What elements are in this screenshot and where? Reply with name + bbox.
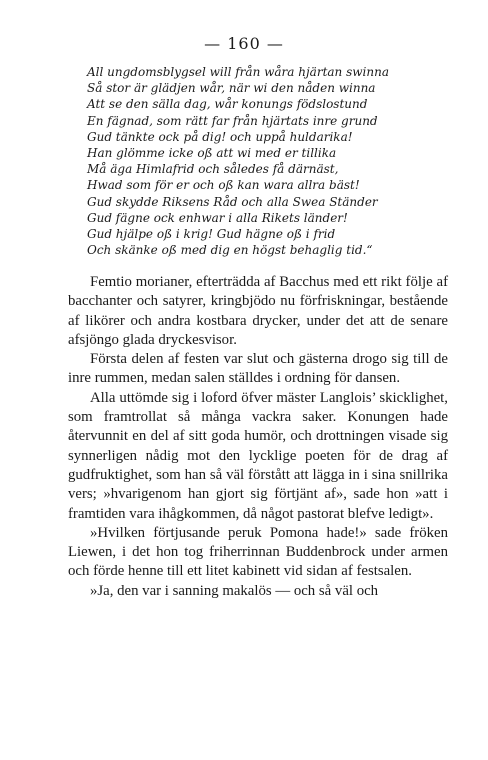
paragraph: »Hvilken förtjusande peruk Pomona hade!» sade fröken Liewen, i det hon tog friherrinnan Buddenbrock under armen och förde henne till ett litet kabinett vid sidan af festsalen. xyxy=(68,524,448,580)
page-number: — 160 — xyxy=(204,34,284,53)
poem-line: Gud fägne ock enhwar i alla Rikets länder! xyxy=(87,210,348,225)
poem-line: Han glömme icke oß att wi med er tillika xyxy=(87,146,337,161)
poem-line: Gud tänkte ock på dig! och uppå huldarika! xyxy=(87,129,353,144)
paragraph: Alla uttömde sig i loford öfver mäster Langlois’ skicklighet, som framtrollat så många vackra saker. Konungen hade återvunnit en del af sitt goda humör, och drottningen visade sig synnerligen nådig mot den lycklige poeten för de drag af gudfruktighet, som han så väl förstått att lägga in i sina snillrika vers; »hvarigenom han gjort sig förtjänt af», sade hon »att i framtiden vara ihågkommen, då något pastorat blefve ledigt». xyxy=(68,389,448,522)
poem-line: Att se den sälla dag, wår konungs födslostund xyxy=(87,97,368,112)
poem xyxy=(87,64,427,258)
poem-line: En fägnad, som rätt far från hjärtats inre grund xyxy=(87,113,378,128)
paragraph: »Ja, den var i sanning makalös — och så väl och xyxy=(90,582,379,599)
poem-line: Gud skydde Riksens Råd och alla Swea Ständer xyxy=(87,194,378,209)
paragraph: Femtio morianer, efterträdda af Bacchus med ett rikt följe af bacchanter och satyrer, kringbjödo nu förfriskningar, bestående af likörer och andra kostbara drycker, under det att de senare afsjöngo glada dryckesvisor. xyxy=(68,274,448,348)
poem-line: Hwad som för er och oß kan wara allra bäst! xyxy=(87,178,360,193)
poem-line: Så stor är glädjen wår, när wi den nåden winna xyxy=(87,81,376,96)
poem-line: Gud hjälpe oß i krig! Gud hägne oß i frid xyxy=(87,227,336,242)
body-text xyxy=(68,273,448,601)
poem-line: Må äga Himlafrid och således få därnäst, xyxy=(87,162,339,177)
poem-line: Och skänke oß med dig en högst behaglig tid.“ xyxy=(87,243,373,258)
paragraph: Första delen af festen var slut och gästerna drogo sig till de inre rummen, medan salen ställdes i ordning för dansen. xyxy=(68,351,448,387)
poem-line: All ungdomsblygsel will från wåra hjärtan swinna xyxy=(87,65,389,79)
